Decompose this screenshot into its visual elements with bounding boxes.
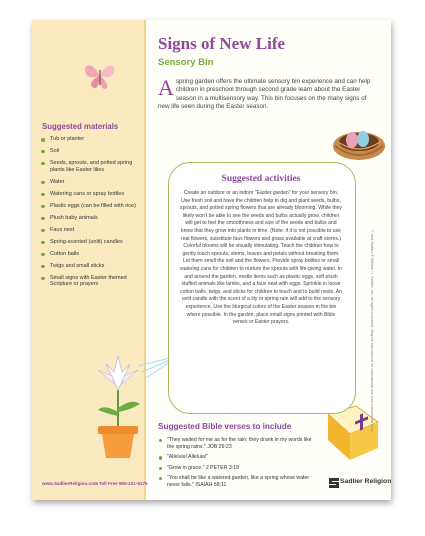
page-title: Signs of New Life [158,34,286,53]
intro-paragraph [158,75,374,112]
list-item: Small signs with Easter themed Scripture or prayers [40,275,142,289]
drop-cap: A [158,75,174,100]
footer-url[interactable]: www.SadlierReligion.com [42,481,98,486]
list-item: Tub or planter [40,136,142,143]
verses-heading: Suggested Bible verses to include [158,422,292,431]
nest-icon [330,120,388,162]
list-item: Faux nest [40,227,142,234]
materials-list [40,136,142,293]
activities-heading: Suggested activities [221,174,301,184]
sadlier-logo [328,476,391,490]
list-item: "You shall be like a watered garden, like a spring whose water never fails." ISAIAH 58:11 [158,475,318,489]
list-item: Soil [40,148,142,155]
logo-mark-icon [328,476,340,490]
activities-text: Create an outdoor or an indoor "Easter garden" for your sensory bin. Use fresh soil and have the children help to dig and plant seeds, bulbs, sprouts, and potted spring flowers that are already blooming. While they likely won't be able to see the seeds and bulbs actually grow, children will get to feel the smoothness and size of the seeds and bulbs and know that they grow into plants in time. (Note: if it is not possible to use real flowers, substitute faux flowers and grass available at craft stores.) Colorful blooms will be visually stimulating. Teach the children how to gently touch sprouts, stems, leaves and petals without breaking them. Let them smell the soil and the flowers. Provide spray bottles or small watering cans for children to nurture the sprouts with life-giving water. In and around the garden, nestle items such as plastic eggs, soft plush stuffed animals like lambs, and a faux nest with eggs. Sprinkle in loose cotton balls, twigs, and sticks for children to touch and to build nests. An unlit candle with the scent of a lily or spring rain will add to the sensory experience. Use the liturgical colors of the Easter season in the bin where possible. In the garden, place small signs printed with Bible verses or Easter prayers. [180,190,342,326]
list-item: "They waited for me as for the rain; they drank in my words like the spring rains." JOB 29:23 [158,437,318,451]
footer-phone: • Toll Free 800-221-5175 [96,481,148,486]
list-item: Watering cans or spray bottles [40,191,142,198]
list-item: Twigs and small sticks [40,263,142,270]
page-subtitle: Sensory Bin [158,57,214,68]
copyright-notice [368,230,374,433]
list-item: Spring-scented (unlit) candles [40,239,142,246]
materials-heading: Suggested materials [42,122,119,131]
list-item: "Grow in grace." 2 PETER 3:18 [158,465,318,472]
verses-list [158,437,318,493]
intro-text: spring garden offers the ultimate sensory bin experience and can help children in preschool through second grade learn about the Easter season in a multisensory way. This bin focuses on the many signs of new life seen during the Easter season. [158,78,371,111]
list-item: Water [40,179,142,186]
list-item: Cotton balls [40,251,142,258]
list-item: Plush baby animals [40,215,142,222]
worksheet-page [32,20,391,500]
list-item: Plastic eggs (can be filled with rice) [40,203,142,210]
butterfly-icon [82,58,118,94]
list-item: "Alleluia! Alleluia!" [158,454,318,461]
list-item: Seeds, sprouts, and potted spring plants like Easter lilies [40,160,142,174]
lily-pot-icon [84,350,154,460]
copyright-text: © and Sadlier ® William H. Sadlier, Inc. All rights reserved. May be reproduced for educational use (not commercial use). [370,230,374,433]
logo-text: Sadlier Religion [340,478,391,485]
